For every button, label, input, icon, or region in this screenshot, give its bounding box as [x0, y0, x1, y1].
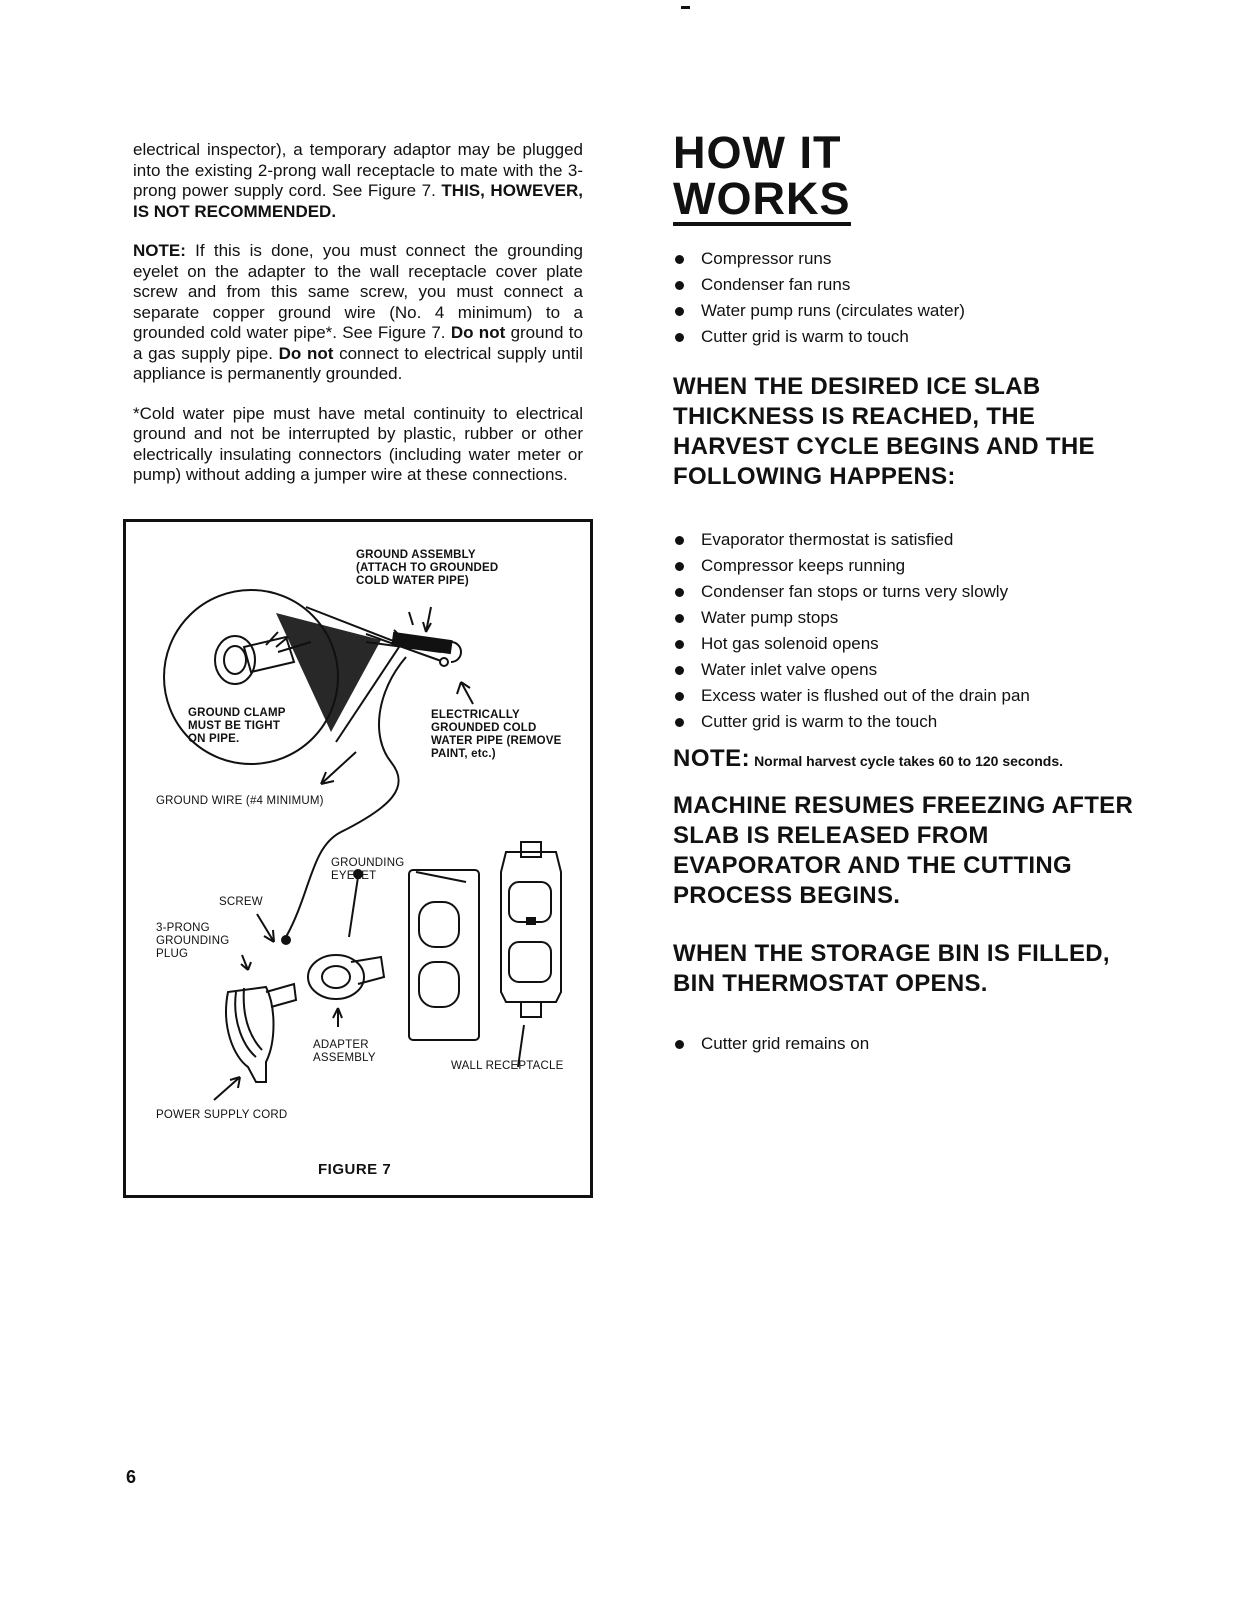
ground-wire-label: GROUND WIRE (#4 MINIMUM): [156, 795, 324, 807]
harvest-note: NOTE: Normal harvest cycle takes 60 to 120 seconds.: [673, 745, 1064, 772]
note-label: NOTE:: [133, 241, 186, 260]
freeze-cycle-list: [673, 246, 1143, 350]
list-item: Condenser fan runs: [673, 272, 1143, 298]
electrically-grounded-pipe-label: ELECTRICALLY GROUNDED COLD WATER PIPE (REMOVE PAINT, etc.): [431, 709, 562, 760]
screw-label: SCREW: [219, 896, 263, 908]
list-item: Compressor keeps running: [673, 553, 1143, 579]
wall-cover-plate: [409, 870, 479, 1040]
figure-caption: FIGURE 7: [318, 1161, 392, 1178]
cold-water-footnote: *Cold water pipe must have metal continuity to electrical ground and not be interrupted by plastic, rubber or other electrically insulating connectors (including water meter or pump) without adding a jumper wire at these connections.: [133, 403, 583, 484]
pipe-arrow: [457, 682, 473, 704]
harvest-heading: WHEN THE DESIRED ICE SLAB THICKNESS IS REACHED, THE HARVEST CYCLE BEGINS AND THE FOLLOWING HAPPENS:: [673, 373, 1095, 490]
three-prong-plug: [226, 987, 273, 1082]
list-item: Cutter grid is warm to the touch: [673, 709, 1143, 735]
ground-clamp-icon: [215, 636, 255, 684]
wall-receptacle: [501, 852, 561, 1002]
list-item: Hot gas solenoid opens: [673, 631, 1143, 657]
wall-receptacle-label: WALL RECEPTACLE: [451, 1060, 564, 1072]
list-item: Water pump runs (circulates water): [673, 298, 1143, 324]
list-item: Excess water is flushed out of the drain pan: [673, 683, 1143, 709]
page-title: HOW IT WORKS: [673, 127, 851, 224]
list-item: Cutter grid is warm to touch: [673, 324, 1143, 350]
resume-heading: MACHINE RESUMES FREEZING AFTER SLAB IS RELEASED FROM EVAPORATOR AND THE CUTTING PROCESS BEGINS.: [673, 792, 1134, 909]
right-column: [673, 127, 1143, 1057]
harvest-cycle-list: [673, 527, 1143, 735]
storage-list: [673, 1031, 1143, 1057]
three-prong-plug-label: 3-PRONG GROUNDING PLUG: [156, 922, 230, 960]
list-item: Water pump stops: [673, 605, 1143, 631]
page-number: 6: [126, 1467, 137, 1487]
ground-clamp-label: GROUND CLAMP MUST BE TIGHT ON PIPE.: [188, 707, 286, 745]
figure-7: [123, 519, 593, 1198]
power-supply-cord-label: POWER SUPPLY CORD: [156, 1109, 288, 1121]
storage-heading: WHEN THE STORAGE BIN IS FILLED, BIN THERMOSTAT OPENS.: [673, 940, 1110, 997]
adapter-assembly-label: ADAPTER ASSEMBLY: [313, 1039, 376, 1064]
list-item: Compressor runs: [673, 246, 1143, 272]
ground-assembly-label: GROUND ASSEMBLY (ATTACH TO GROUNDED COLD WATER PIPE): [356, 549, 499, 587]
scan-mark: [681, 6, 690, 9]
list-item: Cutter grid remains on: [673, 1031, 1143, 1057]
list-item: Water inlet valve opens: [673, 657, 1143, 683]
not-recommended-warning: THIS, HOWEVER, IS NOT RECOMMENDED.: [133, 181, 583, 221]
adaptor-paragraph: electrical inspector), a temporary adaptor may be plugged into the existing 2-prong wall receptacle to mate with the 3-prong power supply cord. See Figure 7. THIS, HOWEVER, IS NOT RECOMMENDED.: [133, 140, 583, 221]
left-column: [133, 140, 583, 505]
grounding-note: NOTE: If this is done, you must connect the grounding eyelet on the adapter to the wall receptacle cover plate screw and from this same screw, you must connect a separate copper ground wire (No. 4 minimum) to a grounded cold water pipe*. See Figure 7. Do not ground to a gas supply pipe. Do not connect to electrical supply until appliance is permanently grounded.: [133, 241, 583, 383]
grounding-eyelet-label: GROUNDING EYELET: [331, 857, 405, 882]
list-item: Condenser fan stops or turns very slowly: [673, 579, 1143, 605]
list-item: Evaporator thermostat is satisfied: [673, 527, 1143, 553]
